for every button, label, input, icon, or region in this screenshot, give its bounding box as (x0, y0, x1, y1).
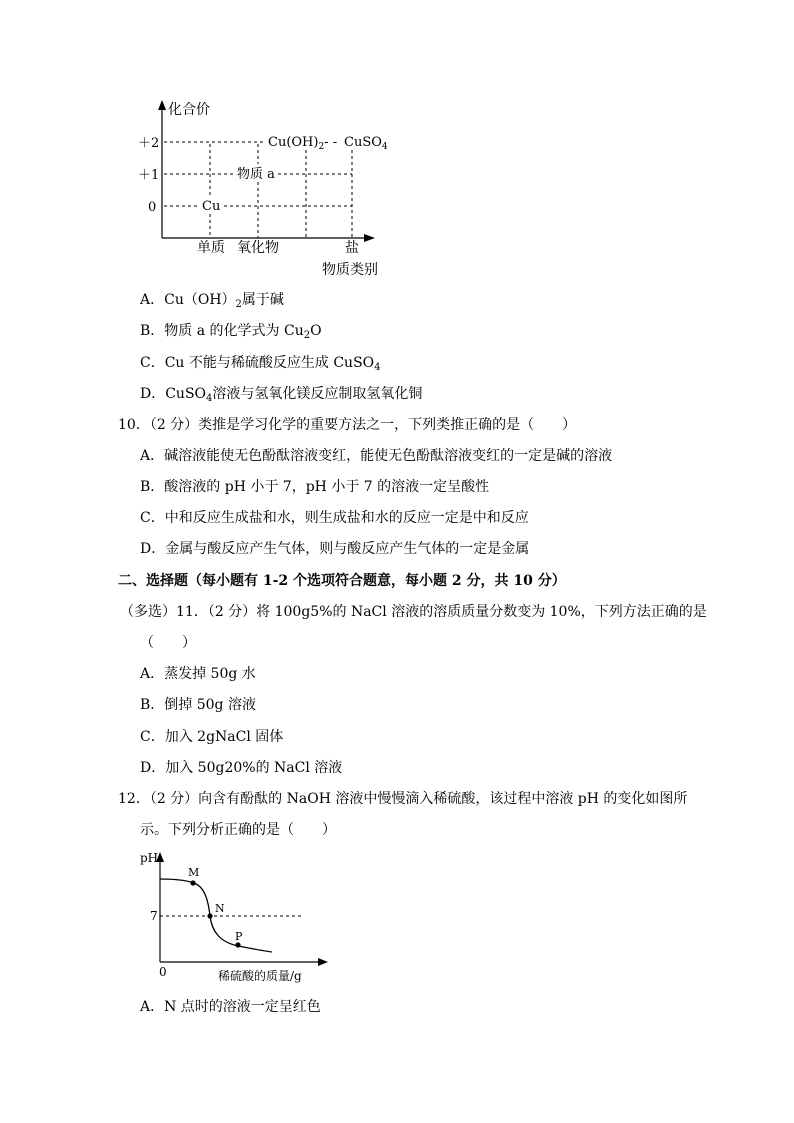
q10-option-c: C．中和反应生成盐和水，则生成盐和水的反应一定是中和反应 (140, 510, 529, 526)
y-tick-zero: 0 (148, 200, 157, 215)
q10-option-d: D．金属与酸反应产生气体，则与酸反应产生气体的一定是金属 (140, 541, 530, 557)
y-axis-arrow (158, 100, 166, 110)
ph-origin-label: 0 (159, 965, 167, 979)
x-category-oxide: 氧化物 (237, 240, 279, 256)
point-p-label: P (235, 930, 243, 943)
x-axis-label: 物质类别 (322, 262, 378, 278)
valence-category-diagram (130, 92, 400, 282)
q9-option-a: A．$Cu(OH)_2$属于碱 (140, 292, 284, 310)
q11-option-d: D．加入 50g20%的 NaCl 溶液 (140, 760, 343, 776)
x-axis-arrow (364, 234, 375, 242)
y-tick-plus2: ＋2 (138, 136, 160, 151)
x-category-elemental: 单质 (197, 240, 225, 256)
q10-stem: 10．（2 分）类推是学习化学的重要方法之一，下列类推正确的是（ ） (118, 417, 577, 433)
ph-x-axis-arrow (318, 958, 328, 966)
q9-option-b: B．物质 a 的化学式为 $Cu_2O$ (140, 323, 322, 341)
point-n-label: N (215, 902, 225, 915)
q10-option-b: B．酸溶液的 pH 小于 7，pH 小于 7 的溶液一定呈酸性 (140, 479, 490, 495)
point-cuoh2: $Cu(OH)_2-$ - (268, 135, 338, 152)
y-tick-plus1: ＋1 (138, 168, 160, 183)
point-cuso4: CuSO$_4$ (344, 135, 388, 152)
y-axis-label: 化合价 (168, 102, 210, 118)
ph-x-axis-label: 稀硫酸的质量/g (218, 969, 302, 983)
q9-option-d: D．CuSO$_4$溶液与氢氧化镁反应制取氢氧化铜 (140, 386, 423, 404)
q9-option-c: C．Cu 不能与稀硫酸反应生成 CuSO$_4$ (140, 355, 381, 373)
ph-y-tick-7: 7 (150, 909, 158, 923)
q11-option-a: A．蒸发掉 50g 水 (140, 666, 256, 682)
point-substance-a: 物质 a (237, 167, 275, 182)
point-m-label: M (188, 866, 200, 879)
q12-stem-line1: 12．（2 分）向含有酚酞的 NaOH 溶液中慢慢滴入稀硫酸，该过程中溶液 pH 的变化如图所 (118, 791, 688, 807)
ph-y-axis-label: pH (140, 851, 159, 865)
ph-curve-diagram (134, 846, 344, 986)
q12-option-a: A．N 点时的溶液一定呈红色 (140, 999, 321, 1015)
x-category-salt: 盐 (345, 240, 359, 256)
q11-option-b: B．倒掉 50g 溶液 (140, 697, 256, 713)
q11-stem-line1: （多选）11．（2 分）将 100g5%的 NaCl 溶液的溶质质量分数变为 10%，下列方法正确的是 (120, 604, 707, 620)
q11-option-c: C．加入 2gNaCl 固体 (140, 729, 284, 745)
point-m (190, 880, 195, 885)
q10-option-a: A．碱溶液能使无色酚酞溶液变红，能使无色酚酞溶液变红的一定是碱的溶液 (140, 448, 613, 464)
q12-stem-line2: 示。下列分析正确的是（ ） (140, 822, 336, 838)
point-p (235, 942, 240, 947)
section-heading: 二、选择题（每小题有 1-2 个选项符合题意，每小题 2 分，共 10 分） (118, 573, 566, 589)
q11-stem-line2: （ ） (140, 635, 196, 651)
point-cu: Cu (202, 199, 221, 214)
point-n (207, 913, 212, 918)
